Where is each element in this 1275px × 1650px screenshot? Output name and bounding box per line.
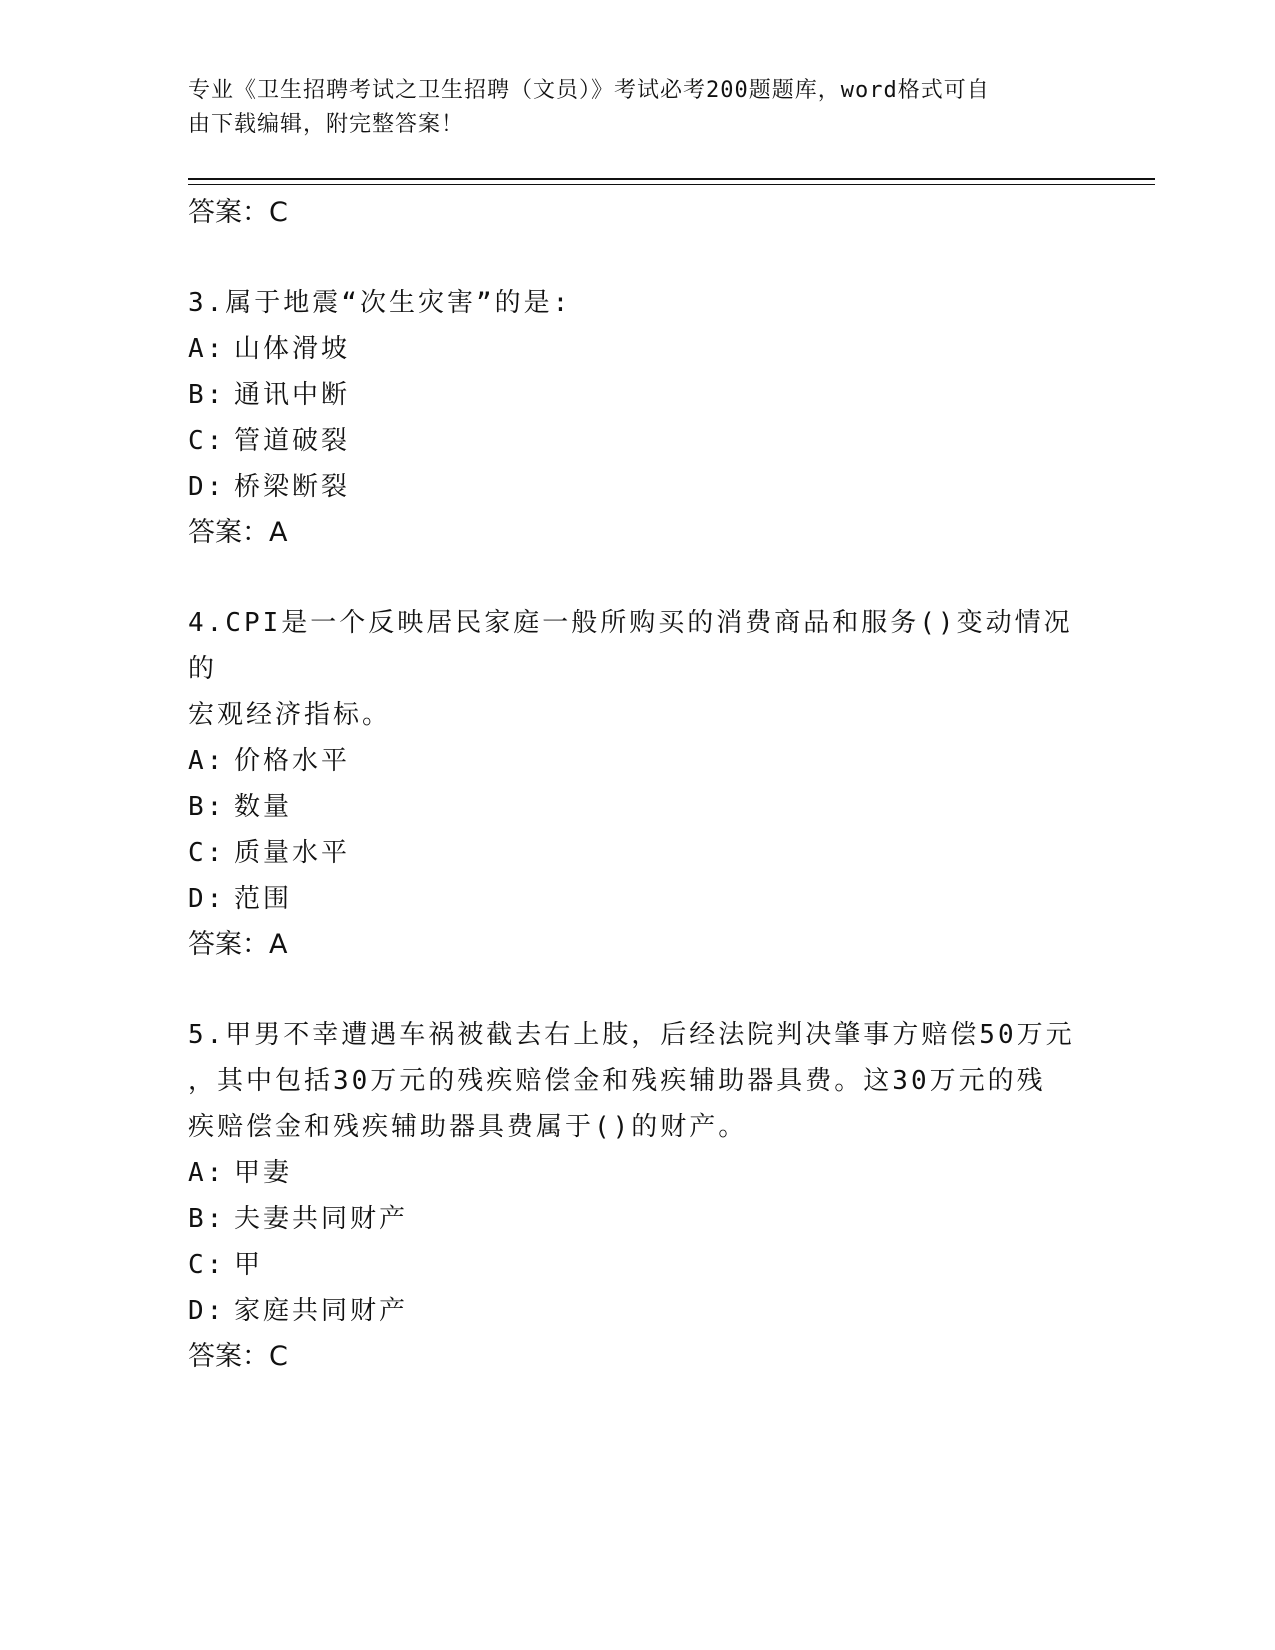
question-3-stem: 3.属于地震“次生灾害”的是: [188, 288, 572, 318]
question-5-option-a: A: 甲妻 [188, 1158, 293, 1188]
question-5-option-c: C: 甲 [188, 1250, 264, 1280]
question-3-option-c: C: 管道破裂 [188, 426, 351, 456]
document-header [188, 74, 1068, 142]
spacer [188, 236, 1088, 280]
answer-q5: 答案：C [188, 1341, 288, 1372]
question-5-stem-line-3: 疾赔偿金和残疾辅助器具费属于()的财产。 [188, 1112, 748, 1142]
question-5-option-d: D: 家庭共同财产 [188, 1296, 409, 1326]
header-divider-thin [188, 184, 1155, 185]
spacer [188, 968, 1088, 1012]
question-3-option-d: D: 桥梁断裂 [188, 472, 351, 502]
question-5-stem-line-2: ，其中包括30万元的残疾赔偿金和残疾辅助器具费。这30万元的残 [188, 1066, 1046, 1096]
header-line-2: 由下载编辑，附完整答案！ [188, 112, 465, 137]
question-3-option-a: A: 山体滑坡 [188, 334, 351, 364]
question-4-option-c: C: 质量水平 [188, 838, 351, 868]
question-5 [188, 1012, 1088, 1380]
question-4 [188, 600, 1088, 968]
answer-q2: 答案：C [188, 197, 288, 228]
question-4-option-a: A: 价格水平 [188, 746, 351, 776]
spacer [188, 556, 1088, 600]
question-3 [188, 280, 1088, 556]
question-3-option-b: B: 通讯中断 [188, 380, 351, 410]
question-4-stem-line-1: 4.CPI是一个反映居民家庭一般所购买的消费商品和服务()变动情况的 [188, 608, 1073, 684]
question-list [188, 190, 1088, 1380]
question-5-stem-line-1: 5.甲男不幸遭遇车祸被截去右上肢，后经法院判决肇事方赔偿50万元 [188, 1020, 1075, 1050]
answer-q3: 答案：A [188, 517, 288, 548]
header-line-1: 专业《卫生招聘考试之卫生招聘（文员）》考试必考200题题库，word格式可自 [188, 78, 990, 103]
question-4-option-d: D: 范围 [188, 884, 293, 914]
question-5-option-b: B: 夫妻共同财产 [188, 1204, 409, 1234]
answer-q4: 答案：A [188, 929, 288, 960]
question-4-stem-line-2: 宏观经济指标。 [188, 700, 392, 730]
question-4-option-b: B: 数量 [188, 792, 293, 822]
header-divider-thick [188, 178, 1155, 180]
